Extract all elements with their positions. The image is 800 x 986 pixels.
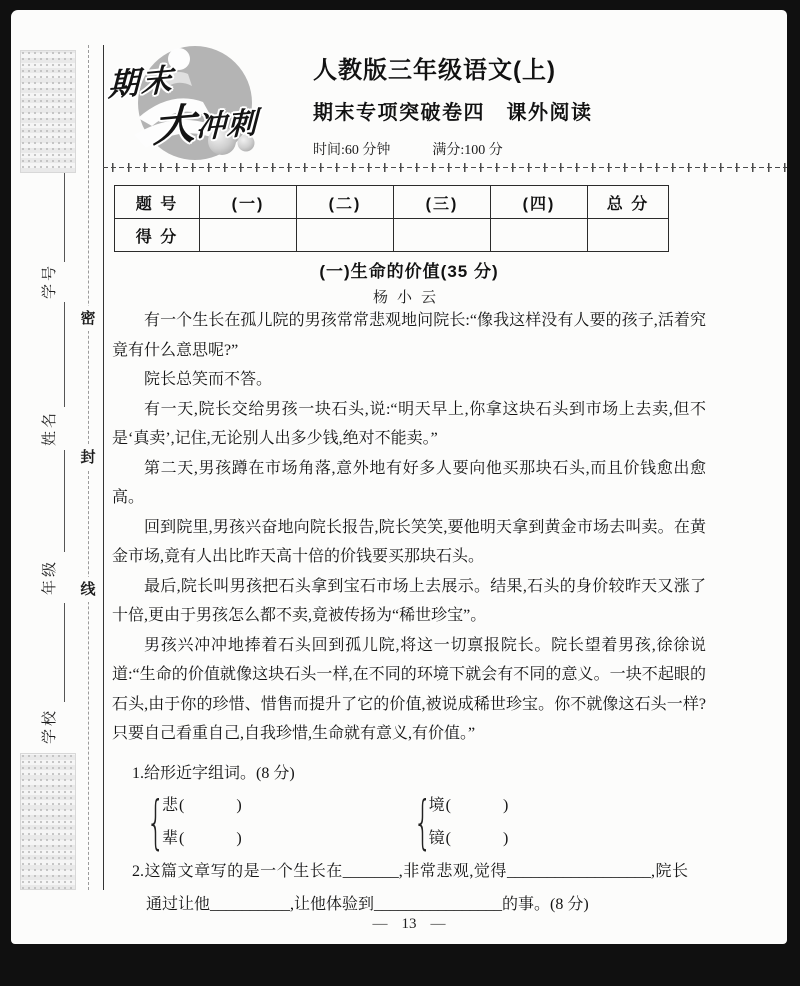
grade-write-line	[64, 450, 65, 552]
full-score: 满分:100 分	[432, 143, 503, 158]
footer-dash: —	[372, 916, 388, 932]
name-write-line	[64, 302, 65, 407]
score-table	[114, 185, 669, 252]
passage-paragraph: 回到院里,男孩兴奋地向院长报告,院长笑笑,要他明天拿到黄金市场去叫卖。在黄金市场,竟有人出比昨天高十倍的价钱要买那块石头。	[112, 518, 706, 565]
logo-text-qimo: 期末	[107, 62, 175, 103]
word-group-bei	[142, 788, 243, 856]
col-total: 总 分	[588, 186, 669, 219]
passage-paragraph: 男孩兴冲冲地捧着石头回到孤儿院,将这一切禀报院长。院长望着男孩,徐徐说道:“生命的价值就像这块石头一样,在不同的环境下就会有不同的意义。一块不起眼的石头,由于你的珍惜、惜售而提升了它的价值,被说成稀世珍宝。你不就像这石头一样?只要自己看重自己,自我珍惜,生命就有意义,有价值。”	[112, 636, 706, 742]
passage-paragraph: 第二天,男孩蹲在市场角落,意外地有好多人要向他买那块石头,而且价钱愈出愈高。	[112, 459, 706, 506]
school-write-line	[64, 603, 65, 702]
score-cell-empty	[200, 219, 297, 252]
question-1-label: 1.给形近字组词。(8 分)	[132, 765, 295, 782]
logo-text-dachongci	[153, 85, 259, 154]
col-part-3: (三)	[394, 186, 491, 219]
section-title: (一)生命的价值(35 分)	[319, 262, 499, 281]
word-group-rows	[429, 793, 510, 852]
col-part-4: (四)	[491, 186, 588, 219]
seal-char-feng: 封	[79, 445, 96, 470]
word-blank-row: 辈( )	[162, 829, 243, 847]
seal-char-mi: 密	[79, 306, 96, 331]
score-cell-empty	[491, 219, 588, 252]
exam-meta	[313, 139, 643, 159]
header-title-block	[313, 50, 643, 159]
student-id-write-line	[64, 173, 65, 262]
time-limit: 时间:60 分钟	[313, 143, 391, 158]
row-score-label: 得 分	[115, 219, 200, 252]
col-question-number: 题 号	[115, 186, 200, 219]
passage-paragraph: 院长总笑而不答。	[144, 371, 273, 388]
question-1-word-groups	[142, 788, 688, 856]
word-blank-row: 镜( )	[428, 829, 510, 847]
brace-icon: {	[146, 788, 165, 856]
logo-text-da: 大	[152, 99, 197, 151]
reading-passage	[112, 306, 706, 749]
footer-dash: —	[430, 916, 446, 932]
paper-sheet	[11, 10, 787, 944]
dotted-separator	[103, 163, 787, 172]
grade-label: 年级	[41, 558, 58, 595]
question-block	[132, 760, 688, 921]
word-blank-row: 境( )	[428, 796, 510, 814]
passage-paragraph: 有一天,院长交给男孩一块石头,说:“明天早上,你拿这块石头到市场上去卖,但不是‘真卖’,记住,无论别人出多少钱,绝对不能卖。”	[112, 400, 706, 447]
score-cell-empty	[588, 219, 669, 252]
page-number: 13	[401, 916, 417, 932]
question-2-text: 2.这篇文章写的是一个生长在_______,非常悲观,觉得__________________,院长通过让他__________,让他体验到________________的事。(8 分)	[132, 863, 688, 913]
word-group-rows	[162, 793, 243, 852]
author-name: 杨小云	[372, 290, 445, 306]
word-group-jing	[409, 788, 510, 856]
col-part-2: (二)	[297, 186, 394, 219]
score-cell-empty	[394, 219, 491, 252]
passage-paragraph: 有一个生长在孤儿院的男孩常常悲观地问院长:“像我这样没有人要的孩子,活着究竟有什么意思呢?”	[112, 312, 706, 359]
student-id-label: 学号	[41, 262, 58, 299]
exam-subtitle: 期末专项突破卷四 课外阅读	[313, 102, 593, 124]
passage-paragraph: 最后,院长叫男孩把石头拿到宝石市场上去展示。结果,石头的身价较昨天又涨了十倍,更由于男孩怎么都不卖,竟被传扬为“稀世珍宝”。	[112, 577, 706, 624]
exam-title: 人教版三年级语文(上)	[313, 57, 556, 84]
name-label: 姓名	[41, 409, 58, 446]
score-table-header-row	[115, 186, 669, 219]
school-label: 学校	[41, 707, 58, 744]
sprint-logo-badge	[100, 40, 300, 172]
logo-text-chongci: 冲刺	[195, 106, 258, 145]
col-part-1: (一)	[200, 186, 297, 219]
brace-icon: {	[413, 788, 432, 856]
word-blank-row: 悲( )	[162, 796, 243, 814]
security-pattern-block-bottom	[20, 753, 76, 890]
score-cell-empty	[297, 219, 394, 252]
security-pattern-block-top	[20, 50, 76, 173]
page-footer	[112, 916, 706, 933]
score-table-score-row	[115, 219, 669, 252]
seal-char-xian: 线	[79, 577, 96, 602]
